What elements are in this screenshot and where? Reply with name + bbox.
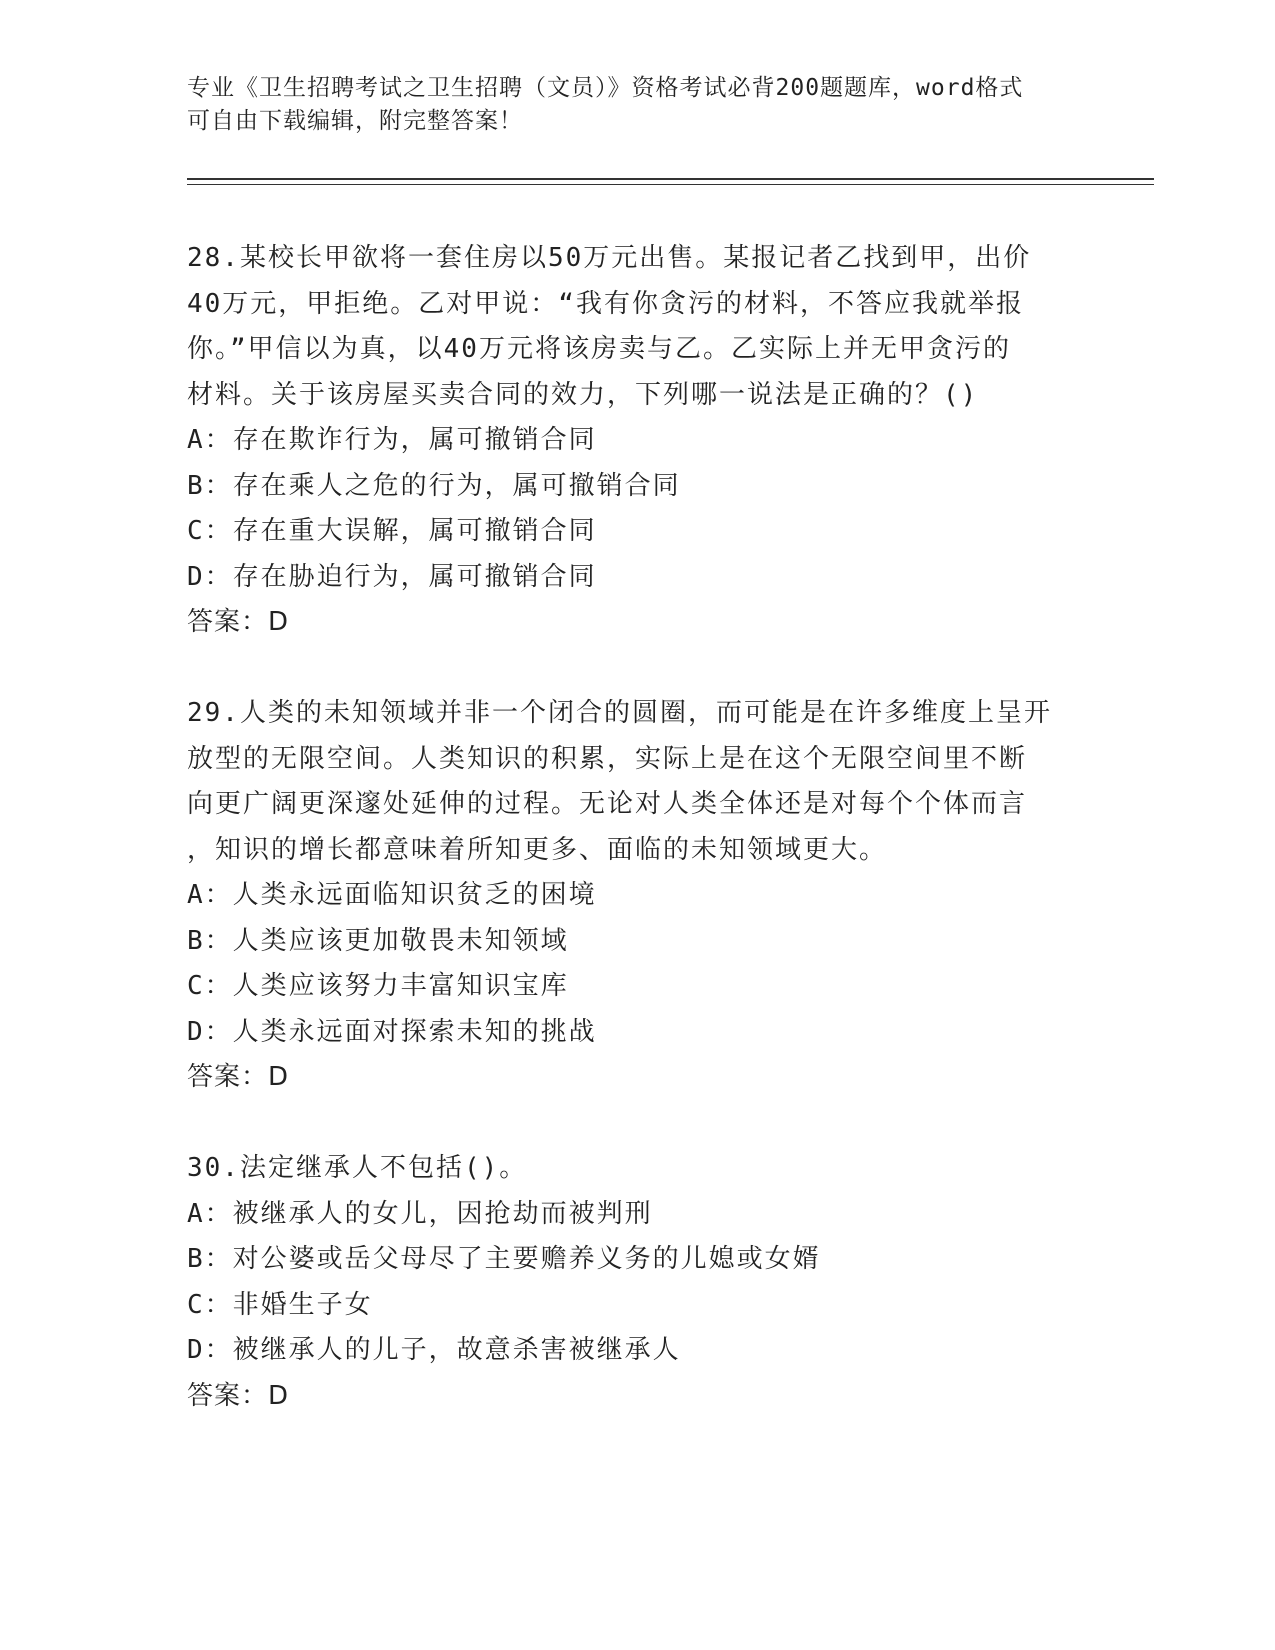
question-stem-line: 向更广阔更深邃处延伸的过程。无论对人类全体还是对每个个体而言 [187, 789, 1028, 819]
option-b: B：存在乘人之危的行为，属可撤销合同 [187, 470, 681, 501]
question-30 [187, 1146, 1087, 1419]
question-stem-line: 40万元，甲拒绝。乙对甲说：“我有你贪污的材料，不答应我就举报 [187, 288, 1024, 319]
answer: 答案：D [187, 1380, 290, 1411]
header-divider [187, 178, 1154, 180]
option-a: A：人类永远面临知识贫乏的困境 [187, 880, 597, 910]
question-29 [187, 691, 1087, 1101]
header-line: 专业《卫生招聘考试之卫生招聘（文员）》资格考试必背200题题库，word格式 [187, 75, 1024, 101]
option-b: B：对公婆或岳父母尽了主要赡养义务的儿媳或女婿 [187, 1244, 821, 1274]
question-stem-line: 材料。关于该房屋买卖合同的效力，下列哪一说法是正确的？() [187, 379, 979, 410]
option-a: A：存在欺诈行为，属可撤销合同 [187, 425, 597, 455]
header-line: 可自由下载编辑，附完整答案！ [187, 108, 523, 134]
option-c: C：存在重大误解，属可撤销合同 [187, 516, 597, 546]
option-a: A：被继承人的女儿，因抢劫而被判刑 [187, 1198, 653, 1229]
question-28 [187, 236, 1087, 646]
option-d: D：存在胁迫行为，属可撤销合同 [187, 561, 597, 592]
question-stem-line: 放型的无限空间。人类知识的积累，实际上是在这个无限空间里不断 [187, 743, 1028, 774]
answer: 答案：D [187, 1062, 290, 1092]
option-d: D：被继承人的儿子，故意杀害被继承人 [187, 1335, 681, 1365]
answer: 答案：D [187, 607, 290, 637]
option-b: B：人类应该更加敬畏未知领域 [187, 925, 569, 956]
option-d: D：人类永远面对探索未知的挑战 [187, 1016, 597, 1047]
document-header [187, 72, 1087, 138]
question-stem-line: 你。”甲信以为真，以40万元将该房卖与乙。乙实际上并无甲贪污的 [187, 334, 1011, 364]
option-c: C：非婚生子女 [187, 1289, 373, 1320]
header-divider [187, 184, 1154, 185]
option-c: C：人类应该努力丰富知识宝库 [187, 971, 569, 1001]
question-stem-line: ，知识的增长都意味着所知更多、面临的未知领域更大。 [187, 834, 888, 865]
question-stem-line: 30.法定继承人不包括()。 [187, 1153, 528, 1183]
question-stem-line: 29.人类的未知领域并非一个闭合的圆圈，而可能是在许多维度上呈开 [187, 698, 1052, 728]
question-stem-line: 28.某校长甲欲将一套住房以50万元出售。某报记者乙找到甲，出价 [187, 243, 1032, 273]
